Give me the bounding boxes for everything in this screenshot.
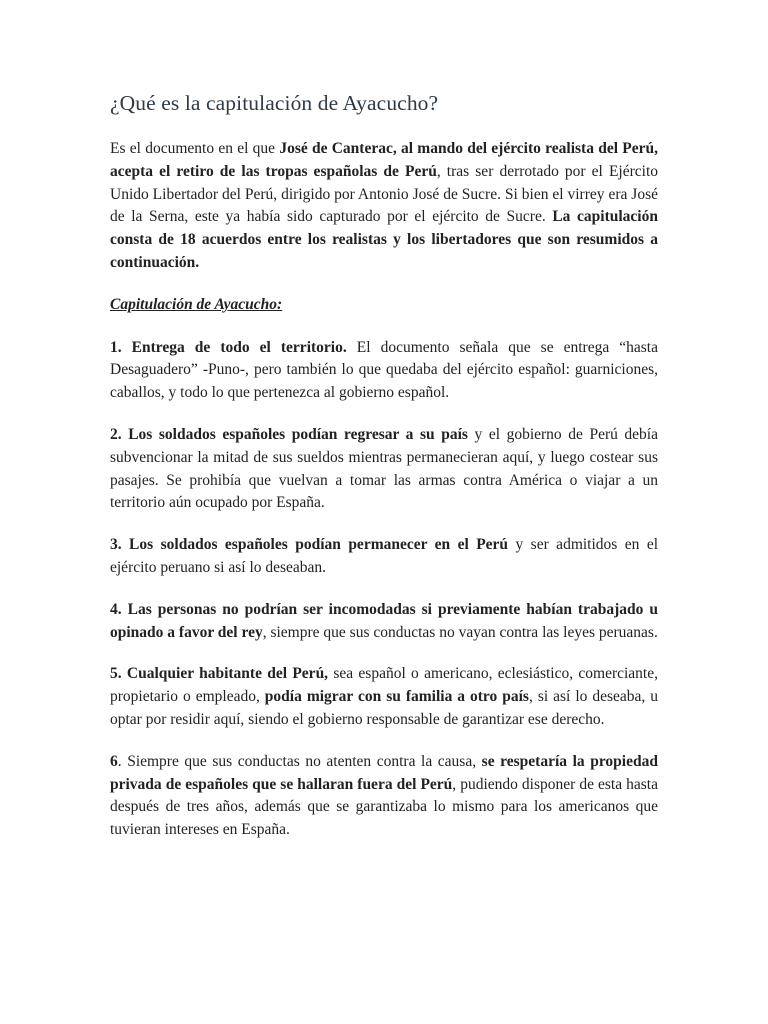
agreement-item-6 <box>110 751 658 842</box>
agreement-item-3 <box>110 534 658 580</box>
bold-text-run: 3. Los soldados españoles podían permanecer en el Perú <box>110 536 509 554</box>
text-run: y el gobierno de Perú debía subvencionar la mitad de sus sueldos mientras permanecieran aquí, y luego costear sus pasajes. Se prohibía que vuelvan a tomar las armas contra América o viajar a un territorio aún ocupado por España. <box>110 425 658 512</box>
page-title: ¿Qué es la capitulación de Ayacucho? <box>110 91 439 115</box>
text-run: . Siempre que sus conductas no atenten contra la causa, <box>117 752 482 770</box>
agreement-item-4 <box>110 599 658 645</box>
text-run: y ser admitidos en el ejército peruano si así lo deseaban. <box>110 536 659 576</box>
bold-text-run: podía migrar con su familia a otro país <box>264 688 529 706</box>
document-page <box>110 88 658 861</box>
bold-text-run: La capitulación consta de 18 acuerdos entre los realistas y los libertadores que son resumidos a continuación. <box>110 208 658 271</box>
agreement-item-1 <box>110 337 658 405</box>
text-run: , siempre que sus conductas no vayan contra las leyes peruanas. <box>262 623 658 641</box>
agreement-item-2 <box>110 424 658 515</box>
bold-text-run: 1. Entrega de todo el territorio. <box>110 338 347 356</box>
bold-text-run: se respetaría la propiedad privada de españoles que se hallaran fuera del Perú <box>110 752 658 793</box>
section-subheading: Capitulación de Ayacucho: <box>110 295 283 313</box>
text-run: , tras ser derrotado por el Ejército Unido Libertador del Perú, dirigido por Antonio José de Sucre. Si bien el virrey era José de la Serna, este ya había sido capturado por el ejército de Sucre. <box>110 162 659 226</box>
agreement-item-5 <box>110 663 658 731</box>
text-run: , pudiendo disponer de esta hasta después de tres años, además que se garantizaba lo mismo para los americanos que tuvieran intereses en España. <box>110 775 658 839</box>
text-run: Es el documento en el que <box>110 140 280 157</box>
bold-text-run: 5. Cualquier habitante del Perú, <box>110 665 329 683</box>
bold-text-run: 2. Los soldados españoles podían regresar a su país <box>110 425 468 443</box>
text-run: El documento señala que se entrega “hasta Desaguadero” -Puno-, pero también lo que quedaba del ejército español: guarniciones, caballos, y todo lo que pertenezca al gobierno español. <box>110 338 658 402</box>
bold-text-run: 4. Las personas no podrían ser incomodadas si previamente habían trabajado u opinado a favor del rey <box>110 600 658 641</box>
intro-paragraph <box>110 138 658 275</box>
bold-text-run: 6 <box>110 752 118 770</box>
text-run: , si así lo deseaba, u optar por residir aquí, siendo el gobierno responsable de garantizar ese derecho. <box>110 688 658 728</box>
bold-text-run: José de Canterac, al mando del ejército realista del Perú, acepta el retiro de las tropas españolas de Perú <box>110 140 658 180</box>
text-run: sea español o americano, eclesiástico, comerciante, propietario o empleado, <box>110 665 658 706</box>
